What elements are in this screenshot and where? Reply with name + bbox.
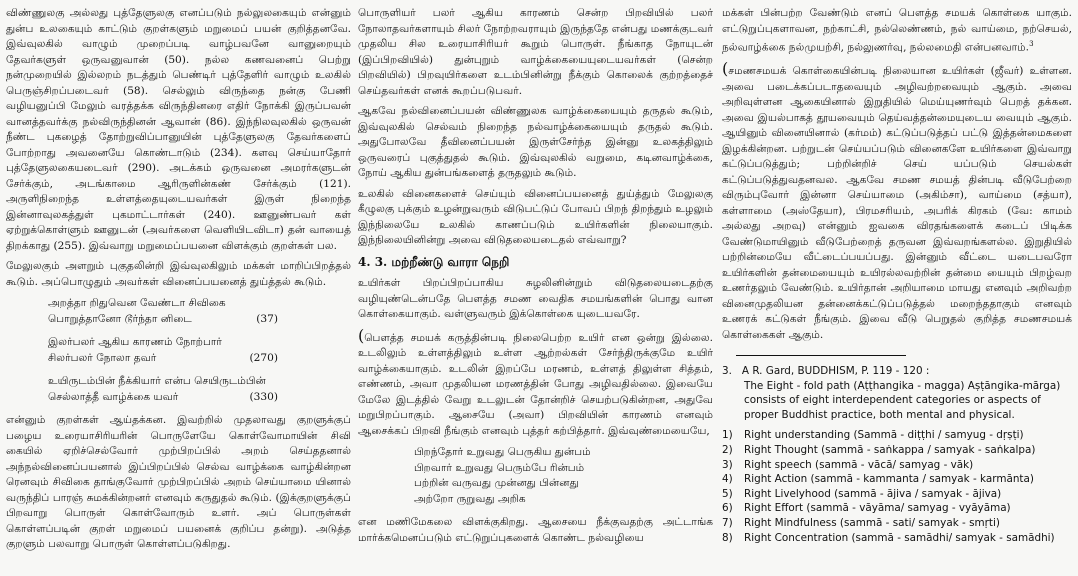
footnote-body: The Eight - fold path (Aṭṭhangika - magga) Aṣṭāngika-mārga) consists of eight interdependent categories or aspects of proper Buddhist practice, both mental and physical. (744, 379, 1061, 421)
paragraph: என்னும் குறள்கள் ஆய்தக்கன. இவற்றில் முதலாவது குறளுக்குப் பழைய உரையாசிரியரின் பொருளேயே கொள்வோமாயின் சிவி கையில் ஏறிச்செல்வோர் முற்பிறப்பில் அறம் செய்ததனால் அந்நல்வினைப்பயனால் இப்பிறப்பில் செல்வ வாழ்க்கை வாழ்கின்றன ரெனவும் சிவிகை தாங்குவோர் முற்பிறப்பில் அறம் செய்யாமை யினால் வருந்திப் பாரஞ் சுமக்கின்றனர் எனவும் கருதுதல் கூடும். (இக்குறளுக்குப் பிறவாறு பொருள் கொள்வோரும் உளர். அப் பொருள்கள் கொள்ளப்படின் குறள் மறுமைப் பயனைக் குறிப்ப தன்று). அடுத்த குறளும் பலவாறு பொருள் கொள்ளப்படுகிறது. (6, 414, 351, 550)
paragraph: உயிர்கள் பிறப்பிறப்பாகிய சுழலினின்றும் விடுதலையடைதற்கு வழியுண்டென்பதே பௌத்த சமண வைதிக சமயங்களின் பொது வான கொள்கையாகும். வள்ளுவரும் இக்கொள்கை யுடையவரே. (358, 277, 713, 320)
column-left (6, 6, 351, 558)
verse-line: உயிருடம்பின் நீக்கியார் என்ப செயிருடம்பின் (48, 375, 266, 387)
verse-line: பற்றின் வருவது முன்னது பின்னது (414, 477, 579, 489)
verse-line: சிலர்பலர் நோலா தவர் (270) (48, 351, 278, 364)
manimekalai-verse (414, 445, 713, 507)
verse-line: அறத்தா றிதுவென வேண்டா சிவிகை (48, 297, 226, 309)
list-item: 5) Right Livelyhood (sammā - ājiva / samyak - ājiva) (722, 487, 1002, 500)
verse-line: அற்றோ ருறுவது அறிக (414, 492, 526, 505)
section-heading: 4. 3. மற்றீண்டு வாரா நெறி (358, 254, 510, 269)
list-item: 3) Right speech (sammā - vācā/ samyag - vāk) (722, 458, 974, 471)
paragraph: என மணிமேகலை விளக்குகிறது. ஆசையை நீக்குவதற்கு அட்டாங்க மார்க்கமெனப்படும் எட்டுறுப்புகளைக் கொண்ட நல்வழியை (358, 516, 713, 544)
verse-line: செல்லாத்தீ வாழ்க்கை யவர் (330) (48, 390, 278, 403)
footnote-marker: 3 (1029, 40, 1034, 48)
paragraph: (சமணசமயக் கொள்கையின்படி நிலையான உயிர்கள் (ஜீவர்) உள்ளன. அவை படைக்கப்படாதவையும் அழிவற்றவையும் ஆகும். அவை அறிவுள்ளன ஆகையினால் இறுதியில் மெய்யுணர்வும் பெறத் தக்கன. அவை இயல்பாகத் தூயவையும் தெய்வத்தன்மையுடைய வையும் ஆகும். ஆயினும் வினையினால் (கர்மம்) கட்டுப்படுத்தப் பட்டு இத்தன்மைகளை இழக்கின்றன. பற்றுடன் செய்யப்படும் வினைகளே உயிர்களை இவ்வாறு கட்டுப்படுத்தும்; பற்றின்றிச் செய் யப்படும் செயல்கள் கட்டுப்படுத்துவதனவல. ஆகவே சமண சமயத் தின்படி வீடுபேற்றை விரும்புவோர் இன்னா செய்யாமை (அகிம்சா), வாய்மை (சத்யா), கள்ளாமை (அஸ்தேயா), பிரமசரியம், அபரிக் கிரகம் (வே: காமம் அல்லது அறவு) என்னும் ஐவகை விரதங்களைக் கடைப் பிடிக்க வேண்டுமாயினும் வீடுபேற்றைத் தருவன இவ்வறங்களல்ல. இறுதியில் பற்றின்மையே வீட்டைப்பயப்பது. இன்னும் வீட்டை யடைபவரோ உயிர்களின் தன்மையையும் உயிரல்லவற்றின் தன்மை யையும் பிறழ்வற உணர்தலும் வேண்டும். உயிர்தான் அறியாமை மாயது எனவும் அறிவற்ற வினைமுதலியன தன்னைக்கட்டுப்படுத்தல் மறைந்ததாகும் எனவும் உணரக் கட்டுகள் நீங்கும். இவை வீடு பெறுதல் குறித்த சமணசமயக் கொள்கைகள் ஆகும். (722, 59, 1072, 341)
footnote-reference: 3. A R. Gard, BUDDHISM, P. 119 - 120 : (722, 365, 930, 378)
paragraph: மக்கள் பின்பற்ற வேண்டும் எனப் பௌத்த சமயக் கொள்கை யாகும். எட்டுறுப்புகளாவன, நற்காட்சி, நல்லெண்ணம், நல் வாய்மை, நற்செயல், நல்வாழ்க்கை நல்முயற்சி, நல்லுணர்வு, நல்லமைதி என்பனவாம்.$^3$ (722, 7, 1072, 54)
list-item: 4) Right Action (sammā - kammanta / samyak - karmānta) (722, 473, 1034, 486)
kural-verses (48, 296, 351, 405)
footnote-divider (736, 355, 906, 356)
paragraph: பொருளியர் பலர் ஆகிய காரணம் சென்ற பிறவியில் பலர் நோலாதவர்களாயும் சிலர் நோற்றவராயும் இருந்ததே என்பது மணக்குடவர் முதலிய சில உரையாசிரியர் கூறும் பொருள். நீங்காத நோயுடன் (இப்பிறவியில்) துன்புறும் வாழ்க்கையையுடையவர்கள் (சென்ற பிறவியில்) பிறவுயிர்களை உடம்பினின்று நீக்கும் கொலைக் குற்றத்தைச் செய்தவர்கள் எனக் கூறப்படுபவர். (358, 7, 713, 97)
list-item: 1) Right understanding (Sammā - diṭṭhi / samyug - dṛṣṭi) (722, 429, 1024, 442)
list-item: 2) Right Thought (sammā - saṅkappa / samyak - saṅkalpa) (722, 444, 1036, 456)
paragraph: (பௌத்த சமயக் கருத்தின்படி நிலைபெற்ற உயிர் என ஒன்று இல்லை. உடலிலும் உள்ளத்திலும் உள்ள ஆற்றல்கள் சேர்ந்திருக்குமே உயிர் வாழ்க்கையாகும். உடலின் இறப்பே மரணம், உள்ளத் திலுள்ள சித்தம், எண்ணம், அவா முதலியன மரணத்தின் போது அழிவதில்லை. இவையே மேலே இடத்தில் வேறு உடலுடன் தோன்றிச் செயற்படுகின்றன, அதுவே மறுபிறப்பாகும். ஆசையே (அவா) பிறவியின் காரணம் எனவும் ஆசைக்கப் பிறவி நீங்கும் எனவும் புத்தர் கற்பித்தார். இவ்வுண்மையையே, (358, 325, 713, 437)
verse-line: பொறுத்தானோ டூர்ந்தா னிடை (37) (48, 312, 278, 325)
footnote (722, 364, 1072, 545)
list-item: 6) Right Effort (sammā - vāyāma/ samyag - vyāyāma) (722, 502, 1011, 515)
handwritten-mark-icon: ( (358, 325, 365, 345)
list-item: 8) Right Concentration (sammā - samādhi/ samyak - samādhi) (722, 531, 1055, 544)
paragraph: விண்ணுலகு அல்லது புத்தேளுலகு எனப்படும் நல்லுலகையும் என்னும் துன்ப உலகையும் காட்டும் குறள்களும் மறுமைப் பயன் குறித்தனவே. இவ்வுலகில் வாழும் முறைப்படி வாழ்பவனே வானுறையும் தேவர்களுள் ஒருவனுவான் (50). நல்ல கணவனைப் பெற்று நன்முறையில் இல்லறம் நடத்தும் பெண்டிர் புத்தேளிர் வாழும் உலகில் பெருஞ்சிறப்படைவர் (58). செல்லும் விருந்தை நன்கு பேணி வழியனுப்பி மேலும் வரத்தக்க விருந்தினரை எதிர் நோக்கி இருப்பவன் வானத்தவர்க்கு நல்விருந்தினன் ஆவான் (86). இந்நிலவுலகில் ஒருவன் நீண்ட புகழைத் தோற்றுவிப்பானுயின் புத்தேளுலகு தேவர்களைப் போற்றாது அவனையே கொண்டாடும் (234). களவு செய்யாதோர் புத்தேளுலகையடைவர் (290). அடக்கம் ஒருவனை அமரர்களுடன் சேர்க்கும், அடங்காமை ஆரிருளின்கண் சேர்க்கும் (121). அருளிநிறைந்த உள்ளத்தையுடையவர்கள் இருள் நிறைந்த இன்னாவுலகத்துள் புகமாட்டார்கள் (240). ஊனுண்பவர் கள் ஏற்றுக்கொள்ளும் ஊனுடன் (அவர்களை வெளியிடவிடா) தன் வாயைத் திறக்காது (255). இவ்வாறு மறுமைப்பயனை விளக்கும் குறள்கள் பல. (6, 7, 351, 252)
list-item: 7) Right Mindfulness (sammā - sati/ samyak - smṛti) (722, 516, 1000, 529)
verse-line: பிறந்தோர் உறுவது பெருகிய துன்பம் (414, 446, 591, 458)
verse-line: பிறவார் உறுவது பெரும்பே ரின்பம் (414, 461, 585, 474)
column-right (722, 6, 1072, 545)
paragraph: ஆகவே நல்வினைப்பயன் விண்ணுலக வாழ்க்கையையும் தருதல் கூடும், இவ்வுலகில் செல்வம் நிறைந்த நல்வாழ்க்கையையும் தருதல் கூடும். அதுபோலவே தீவினைப்பயன் இருள்சேர்ந்த இன்னு உலகத்திலும் ஒருவரைப் புகுத்துதல் கூடும். இவ்வுலகில் வறுமை, கடினவாழ்க்கை, நோய் ஆகிய துன்பங்களைத் தருதலும் கூடும். (358, 105, 713, 179)
paragraph: மேலுலகும் அளறும் புகுதலின்றி இவ்வுலகிலும் மக்கள் மாறிப்பிறத்தல் கூடும். அப்பொழுதும் அவர்கள் வினைப்பயனைத் துய்த்தல் கூடும். (6, 260, 351, 288)
verse-line: இலர்பலர் ஆகிய காரணம் நோற்பார் (48, 336, 222, 348)
column-middle (358, 6, 713, 551)
paragraph: உலகில் வினைகளைச் செய்யும் வினைப்பயனைத் துய்த்தும் மேலுலகு கீழுலகு புக்கும் உழன்றுவரும் விடுபட்டுப் போவப் பிறந் திறந்தும் உழலும் இந்நிலையே உலகில் காணப்படும் உயிர்களின் நிலையாகும். இந்நிலையினின்று அவை விடுதலையடைதல் எவ்வாறு? (358, 187, 713, 246)
handwritten-mark-icon: ( (722, 59, 729, 79)
